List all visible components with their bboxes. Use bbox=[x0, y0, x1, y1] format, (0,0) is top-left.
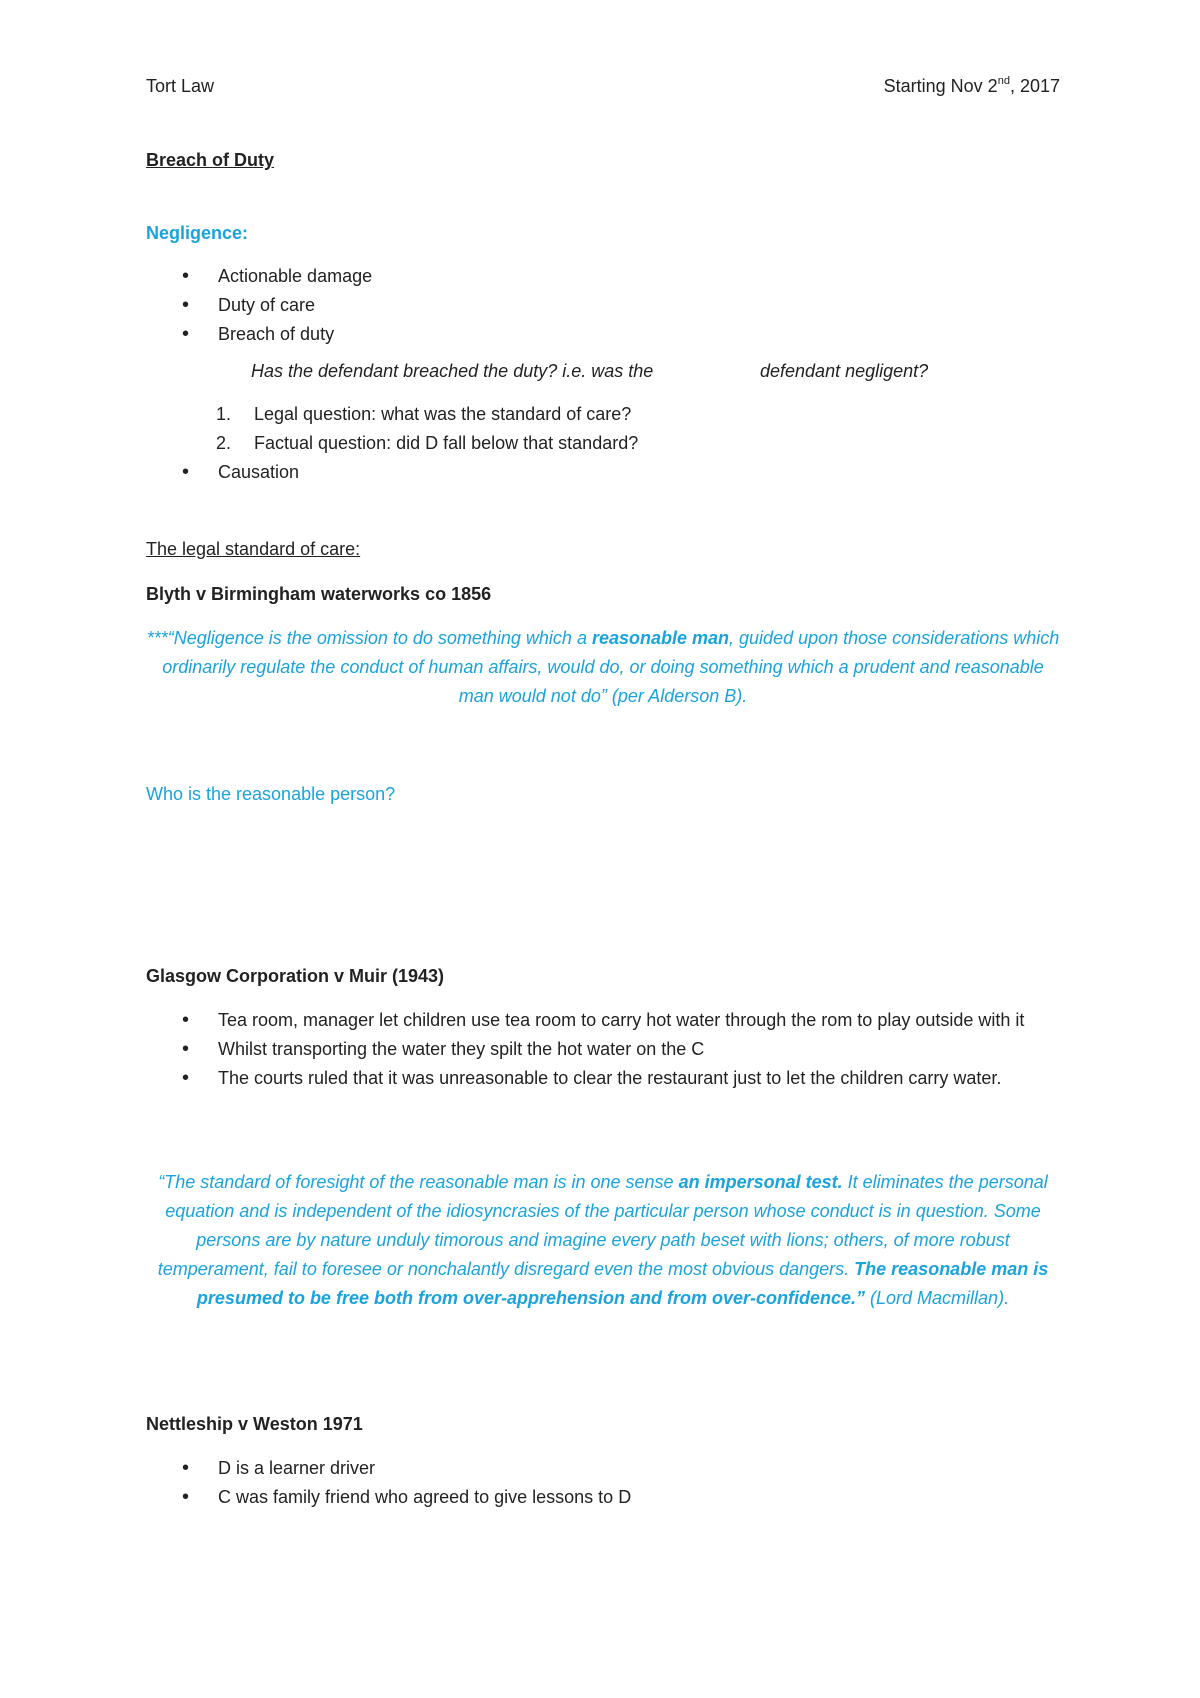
quote-citation: (Lord Macmillan). bbox=[865, 1288, 1010, 1308]
header-date-sup: nd bbox=[997, 75, 1010, 87]
list-number: 2. bbox=[216, 433, 232, 453]
list-item: • D is a learner driver bbox=[146, 1454, 1060, 1483]
case-blyth: Blyth v Birmingham waterworks co 1856 bbox=[146, 584, 492, 604]
quote-text: ***“Negligence is the omission to do something which a bbox=[146, 628, 592, 648]
negligence-list-cont bbox=[146, 458, 1060, 487]
negligence-question-part1: Has the defendant breached the duty? i.e. was the bbox=[251, 361, 654, 381]
quote-emphasis: The reasonable man is presumed to be free both from over-apprehension and from over-confidence.” bbox=[196, 1259, 1049, 1308]
header-date-prefix: Starting Nov 2 bbox=[883, 76, 998, 96]
list-text: Factual question: did D fall below that standard? bbox=[254, 433, 639, 453]
list-item: • Tea room, manager let children use tea room to carry hot water through the rom to play outside with it bbox=[146, 1006, 1060, 1035]
list-number: 1. bbox=[216, 404, 232, 424]
legal-standard-heading: The legal standard of care: bbox=[146, 539, 361, 559]
header-date-suffix: , 2017 bbox=[1009, 76, 1060, 96]
list-item: • Whilst transporting the water they spilt the hot water on the C bbox=[146, 1035, 1060, 1064]
blyth-quote bbox=[146, 624, 1060, 711]
header-date bbox=[884, 72, 1060, 101]
breach-sub-list bbox=[146, 400, 1060, 458]
macmillan-quote bbox=[146, 1168, 1060, 1313]
glasgow-list bbox=[146, 1006, 1060, 1093]
negligence-heading: Negligence: bbox=[146, 223, 249, 243]
nettleship-list bbox=[146, 1454, 1060, 1512]
quote-citation: (per Alderson B). bbox=[611, 686, 748, 706]
case-glasgow: Glasgow Corporation v Muir (1943) bbox=[146, 966, 445, 986]
list-item: • Actionable damage bbox=[146, 262, 1060, 291]
list-item: • The courts ruled that it was unreasonable to clear the restaurant just to let the children carry water. bbox=[146, 1064, 1060, 1093]
negligence-list bbox=[146, 262, 1060, 349]
negligence-question-part2: defendant negligent? bbox=[760, 361, 929, 381]
list-item: • Breach of duty bbox=[146, 320, 1060, 349]
reasonable-person-heading: Who is the reasonable person? bbox=[146, 784, 396, 804]
quote-emphasis: reasonable man bbox=[591, 628, 730, 648]
quote-emphasis: an impersonal test. bbox=[678, 1172, 843, 1192]
list-item: • Causation bbox=[146, 458, 1060, 487]
list-text: Legal question: what was the standard of care? bbox=[254, 404, 632, 424]
case-nettleship: Nettleship v Weston 1971 bbox=[146, 1414, 363, 1434]
section-title: Breach of Duty bbox=[146, 150, 275, 170]
list-item bbox=[146, 429, 1060, 458]
list-item: • Duty of care bbox=[146, 291, 1060, 320]
quote-text: , guided upon those considerations which ordinarily regulate the conduct of human affairs, would do, or doing something which a prudent and reasonable man would not do” bbox=[162, 628, 1060, 706]
header-course: Tort Law bbox=[146, 76, 215, 96]
list-item: • C was family friend who agreed to give lessons to D bbox=[146, 1483, 1060, 1512]
quote-text: “The standard of foresight of the reasonable man is in one sense bbox=[158, 1172, 679, 1192]
quote-text: It eliminates the personal equation and is independent of the idiosyncrasies of the particular person whose conduct is in question. Some persons are by nature unduly timorous and imagine every path beset with lions; others, of more robust temperament, fail to foresee or nonchalantly disregard even the most obvious dangers. bbox=[157, 1172, 1048, 1279]
list-item bbox=[146, 400, 1060, 429]
